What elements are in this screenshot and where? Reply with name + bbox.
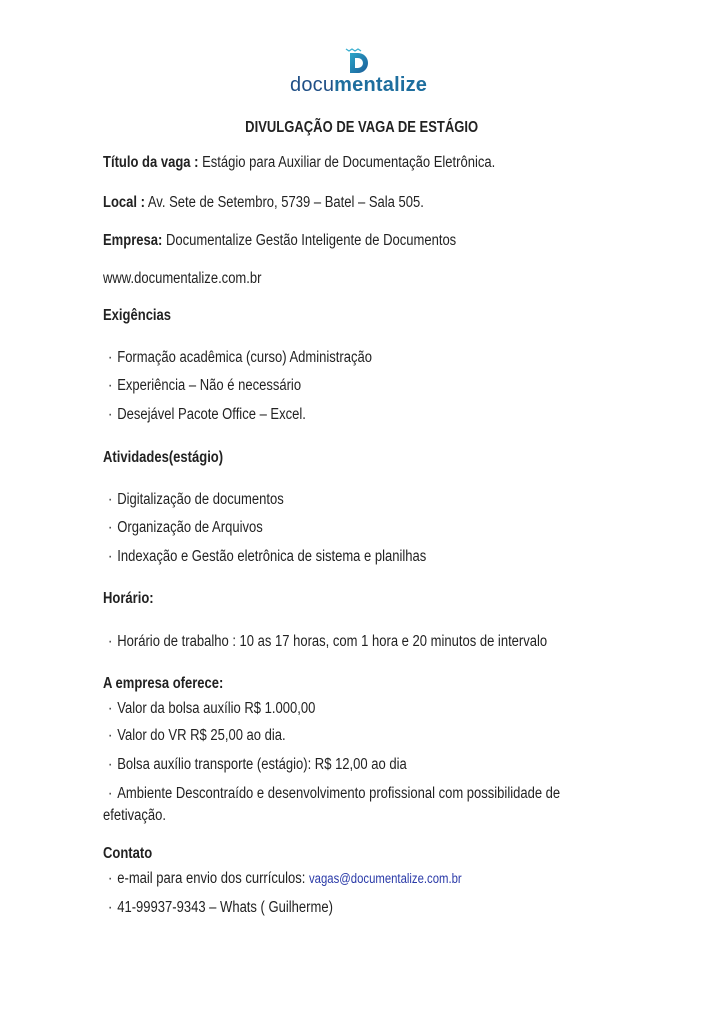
contact-heading: Contato bbox=[103, 845, 153, 862]
logo-text-a: docu bbox=[290, 74, 335, 96]
list-item: · Organização de Arquivos bbox=[108, 519, 263, 536]
schedule-heading: Horário: bbox=[103, 590, 154, 607]
list-item: · Indexação e Gestão eletrônica de sistema e planilhas bbox=[108, 548, 427, 565]
list-item: · Horário de trabalho : 10 as 17 horas, com 1 hora e 20 minutos de intervalo bbox=[108, 633, 548, 650]
logo-text-b: mentalize bbox=[334, 74, 428, 96]
contact-email-line: · e-mail para envio dos currículos: vagas@documentalize.com.br bbox=[108, 870, 462, 887]
offers-heading: A empresa oferece: bbox=[103, 675, 224, 692]
website-link[interactable]: www.documentalize.com.br bbox=[103, 270, 262, 287]
list-item: · Experiência – Não é necessário bbox=[108, 377, 302, 394]
list-item: · Bolsa auxílio transporte (estágio): R$ 12,00 ao dia bbox=[108, 756, 407, 773]
logo-d-icon bbox=[290, 44, 435, 74]
list-item: · Digitalização de documentos bbox=[108, 491, 284, 508]
contact-phone-line: · 41-99937-9343 – Whats ( Guilherme) bbox=[108, 899, 333, 916]
list-item: · Valor do VR R$ 25,00 ao dia. bbox=[108, 727, 286, 744]
activities-heading: Atividades(estágio) bbox=[103, 449, 224, 466]
company-line: Empresa: Documentalize Gestão Inteligente de Documentos bbox=[103, 232, 457, 249]
location-line: Local : Av. Sete de Setembro, 5739 – Batel – Sala 505. bbox=[103, 194, 424, 211]
list-item-continuation: efetivação. bbox=[103, 807, 166, 824]
requirements-heading: Exigências bbox=[103, 307, 172, 324]
list-item: · Valor da bolsa auxílio R$ 1.000,00 bbox=[108, 700, 316, 717]
list-item: · Desejável Pacote Office – Excel. bbox=[108, 406, 306, 423]
list-item: · Formação acadêmica (curso) Administração bbox=[108, 349, 372, 366]
email-link[interactable]: vagas@documentalize.com.br bbox=[309, 871, 462, 886]
list-item: · Ambiente Descontraído e desenvolvimento profissional com possibilidade de bbox=[108, 785, 561, 802]
job-title-line: Título da vaga : Estágio para Auxiliar de Documentação Eletrônica. bbox=[103, 154, 496, 171]
documentalize-logo bbox=[290, 44, 435, 100]
page-title: DIVULGAÇÃO DE VAGA DE ESTÁGIO bbox=[245, 119, 479, 136]
